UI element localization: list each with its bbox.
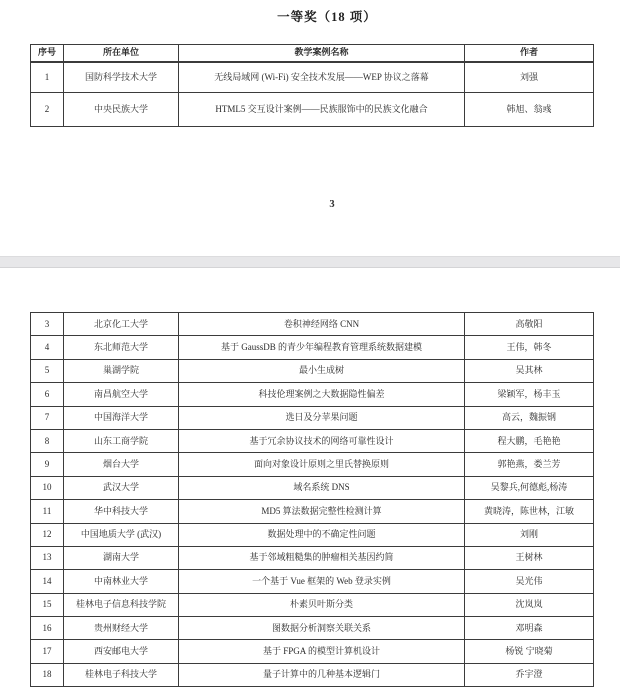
cell-index: 14 (31, 570, 64, 593)
cell-index: 5 (31, 359, 64, 382)
cell-case-name: 基于冗余协议技术的网络可靠性设计 (179, 429, 465, 452)
table-row (31, 93, 594, 127)
cell-unit: 烟台大学 (64, 453, 179, 476)
cell-unit: 东北师范大学 (64, 336, 179, 359)
cell-author: 程大鹏，毛艳艳 (465, 429, 594, 452)
cell-author: 黄晓涛，陈世林，江敏 (465, 500, 594, 523)
cell-unit: 桂林电子信息科技学院 (64, 593, 179, 616)
table-row (31, 640, 594, 663)
cell-unit: 北京化工大学 (64, 313, 179, 336)
header-author: 作者 (465, 45, 594, 63)
cell-author: 王树林 (465, 546, 594, 569)
cell-case-name: 图数据分析洞察关联关系 (179, 617, 465, 640)
cell-unit: 桂林电子科技大学 (64, 663, 179, 686)
cell-index: 4 (31, 336, 64, 359)
cell-unit: 中央民族大学 (64, 93, 179, 127)
cell-author: 吴黎兵,何德彪,杨涛 (465, 476, 594, 499)
cell-index: 18 (31, 663, 64, 686)
cell-case-name: 基于邻域粗糙集的肿瘤相关基因约简 (179, 546, 465, 569)
cell-index: 15 (31, 593, 64, 616)
cell-case-name: 基于 GaussDB 的青少年编程教育管理系统数据建模 (179, 336, 465, 359)
cell-index: 2 (31, 93, 64, 127)
table-row (31, 453, 594, 476)
cell-index: 3 (31, 313, 64, 336)
table-row (31, 359, 594, 382)
cell-index: 7 (31, 406, 64, 429)
cell-index: 12 (31, 523, 64, 546)
table-row (31, 546, 594, 569)
header-unit: 所在单位 (64, 45, 179, 63)
document-title: 一等奖（18 项） (277, 10, 377, 24)
table-row (31, 383, 594, 406)
cell-case-name: HTML5 交互设计案例——民族服饰中的民族文化融合 (179, 93, 465, 127)
cell-case-name: 基于 FPGA 的模型计算机设计 (179, 640, 465, 663)
cell-case-name: 域名系统 DNS (179, 476, 465, 499)
cell-unit: 南昌航空大学 (64, 383, 179, 406)
award-table-page2 (30, 312, 594, 687)
cell-index: 8 (31, 429, 64, 452)
cell-index: 1 (31, 62, 64, 93)
cell-unit: 武汉大学 (64, 476, 179, 499)
cell-unit: 中国地质大学 (武汉) (64, 523, 179, 546)
table-row (31, 617, 594, 640)
cell-index: 6 (31, 383, 64, 406)
cell-case-name: 量子计算中的几种基本逻辑门 (179, 663, 465, 686)
cell-unit: 华中科技大学 (64, 500, 179, 523)
table-row (31, 593, 594, 616)
cell-index: 17 (31, 640, 64, 663)
table-row (31, 429, 594, 452)
table-row (31, 406, 594, 429)
cell-unit: 中南林业大学 (64, 570, 179, 593)
cell-author: 高敬阳 (465, 313, 594, 336)
page-separator (0, 256, 620, 268)
cell-index: 16 (31, 617, 64, 640)
cell-case-name: 科技伦理案例之大数据隐性偏差 (179, 383, 465, 406)
cell-author: 邓明森 (465, 617, 594, 640)
table-row (31, 336, 594, 359)
cell-author: 郭艳燕，娄兰芳 (465, 453, 594, 476)
cell-unit: 巢湖学院 (64, 359, 179, 382)
cell-author: 韩旭、翁彧 (465, 93, 594, 127)
cell-author: 乔宇澄 (465, 663, 594, 686)
cell-index: 13 (31, 546, 64, 569)
cell-case-name: 无线局域网 (Wi-Fi) 安全技术发展——WEP 协议之落幕 (179, 62, 465, 93)
cell-index: 10 (31, 476, 64, 499)
cell-author: 刘刚 (465, 523, 594, 546)
table-row (31, 500, 594, 523)
award-table-page1 (30, 44, 594, 127)
table-row (31, 523, 594, 546)
cell-author: 吴其林 (465, 359, 594, 382)
cell-unit: 国防科学技术大学 (64, 62, 179, 93)
page-number: 3 (329, 199, 335, 210)
table-row (31, 570, 594, 593)
cell-case-name: MD5 算法数据完整性检测计算 (179, 500, 465, 523)
cell-case-name: 最小生成树 (179, 359, 465, 382)
cell-index: 9 (31, 453, 64, 476)
cell-author: 沈岚岚 (465, 593, 594, 616)
cell-author: 吴光伟 (465, 570, 594, 593)
cell-unit: 山东工商学院 (64, 429, 179, 452)
table-row (31, 313, 594, 336)
cell-author: 杨锐 宁晓菊 (465, 640, 594, 663)
cell-unit: 贵州财经大学 (64, 617, 179, 640)
cell-case-name: 一个基于 Vue 框架的 Web 登录实例 (179, 570, 465, 593)
table-header-row (31, 45, 594, 63)
cell-case-name: 数据处理中的不确定性问题 (179, 523, 465, 546)
cell-unit: 西安邮电大学 (64, 640, 179, 663)
cell-case-name: 面向对象设计原则之里氏替换原则 (179, 453, 465, 476)
cell-author: 高云，魏振钢 (465, 406, 594, 429)
table-row (31, 663, 594, 686)
cell-unit: 湖南大学 (64, 546, 179, 569)
table-row (31, 62, 594, 93)
table-row (31, 476, 594, 499)
cell-case-name: 选日及分苹果问题 (179, 406, 465, 429)
cell-author: 王伟，韩冬 (465, 336, 594, 359)
cell-author: 刘强 (465, 62, 594, 93)
cell-index: 11 (31, 500, 64, 523)
header-index: 序号 (31, 45, 64, 63)
cell-unit: 中国海洋大学 (64, 406, 179, 429)
cell-author: 梁颖军，杨丰玉 (465, 383, 594, 406)
cell-case-name: 朴素贝叶斯分类 (179, 593, 465, 616)
cell-case-name: 卷积神经网络 CNN (179, 313, 465, 336)
header-case-name: 教学案例名称 (179, 45, 465, 63)
